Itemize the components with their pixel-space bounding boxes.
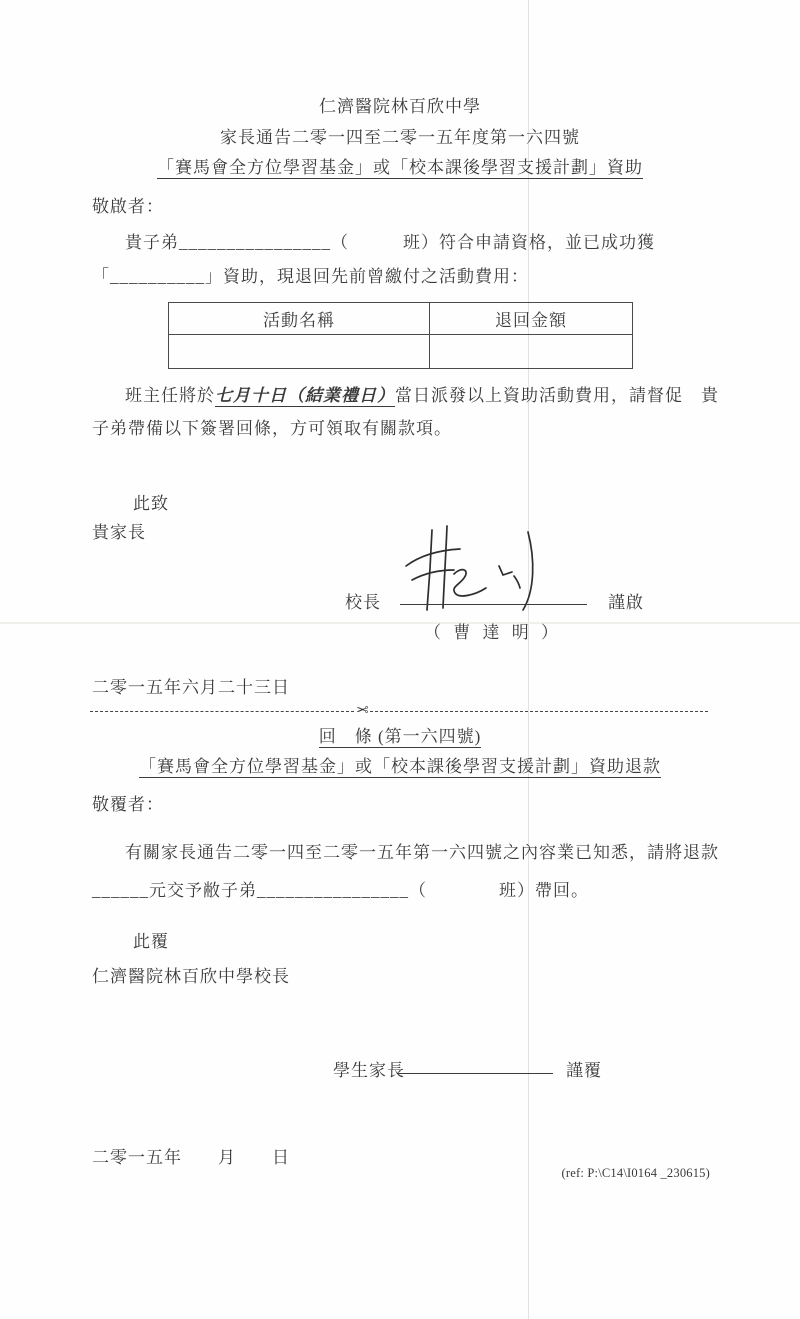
parent-signature-label: 學生家長 [333,1061,405,1080]
cut-here-divider [90,704,708,718]
body2-pre: 班主任將於 [125,386,215,405]
parent-signature-line [397,1073,553,1074]
reply-slip-title-text: 回 條 (第一六四號) [318,727,482,746]
notice-body-line2: 「__________」資助，現退回先前曾繳付之活動費用： [92,267,529,286]
refund-table-cell-activity [169,335,430,369]
notice-salutation: 敬啟者： [92,197,164,216]
reply-slip-subject-text: 「賽馬會全方位學習基金」或「校本課後學習支援計劃」資助退款 [139,757,661,776]
principal-signature-line [400,604,587,605]
refund-table-header-activity: 活動名稱 [169,303,430,335]
notice-body-line1: 貴子弟________________（ 班）符合申請資格，並已成功獲 [125,233,655,252]
refund-table-header-row [169,303,633,335]
notice-body2-line2: 子弟帶備以下簽署回條，方可領取有關款項。 [92,419,452,438]
principal-signature-handwriting [402,524,562,614]
cut-dash-right [370,711,708,712]
notice-body2-line1 [125,381,719,406]
reply-date-line: 二零一五年 月 日 [92,1148,290,1167]
cut-dash-left [90,711,354,712]
school-name: 仁濟醫院林百欣中學 [319,97,481,116]
principal-closing: 謹啟 [608,593,644,612]
refund-table-data-row [169,335,633,369]
parent-signature-closing: 謹覆 [566,1061,602,1080]
reply-closing-cifu: 此覆 [133,932,169,951]
refund-table [168,302,633,369]
notice-closing-cizhi: 此致 [133,494,169,513]
reply-salutation: 敬覆者： [92,795,164,814]
notice-subject-line [0,153,800,178]
notice-closing-addressee: 貴家長 [92,523,146,542]
principal-role-label: 校長 [345,593,381,612]
notice-number-line: 家長通告二零一四至二零一五年度第一六四號 [220,128,580,147]
reply-slip-subject [0,752,800,777]
reply-body-line1: 有關家長通告二零一四至二零一五年第一六四號之內容業已知悉，請將退款 [125,843,719,862]
notice-subject-text: 「賽馬會全方位學習基金」或「校本課後學習支援計劃」資助 [157,158,643,177]
reply-body-line2: ______元交予敝子弟________________（ 班）帶回。 [92,881,589,900]
horizontal-fold-crease [0,622,800,624]
refund-table-cell-amount [430,335,633,369]
scissors-icon: ✂ [355,702,369,719]
reply-closing-addressee: 仁濟醫院林百欣中學校長 [92,967,290,986]
body2-post: 當日派發以上資助活動費用，請督促 貴 [395,386,719,405]
refund-table-header-amount: 退回金額 [430,303,633,335]
body2-emphasized-date: 七月十日（結業禮日） [215,386,395,405]
notice-date: 二零一五年六月二十三日 [92,678,290,697]
principal-name: （ 曹 達 明 ） [424,623,562,642]
file-reference: (ref: P:\C14\I0164 _230615) [561,1166,710,1180]
reply-slip-title [0,722,800,747]
vertical-fold-crease [528,0,529,1319]
